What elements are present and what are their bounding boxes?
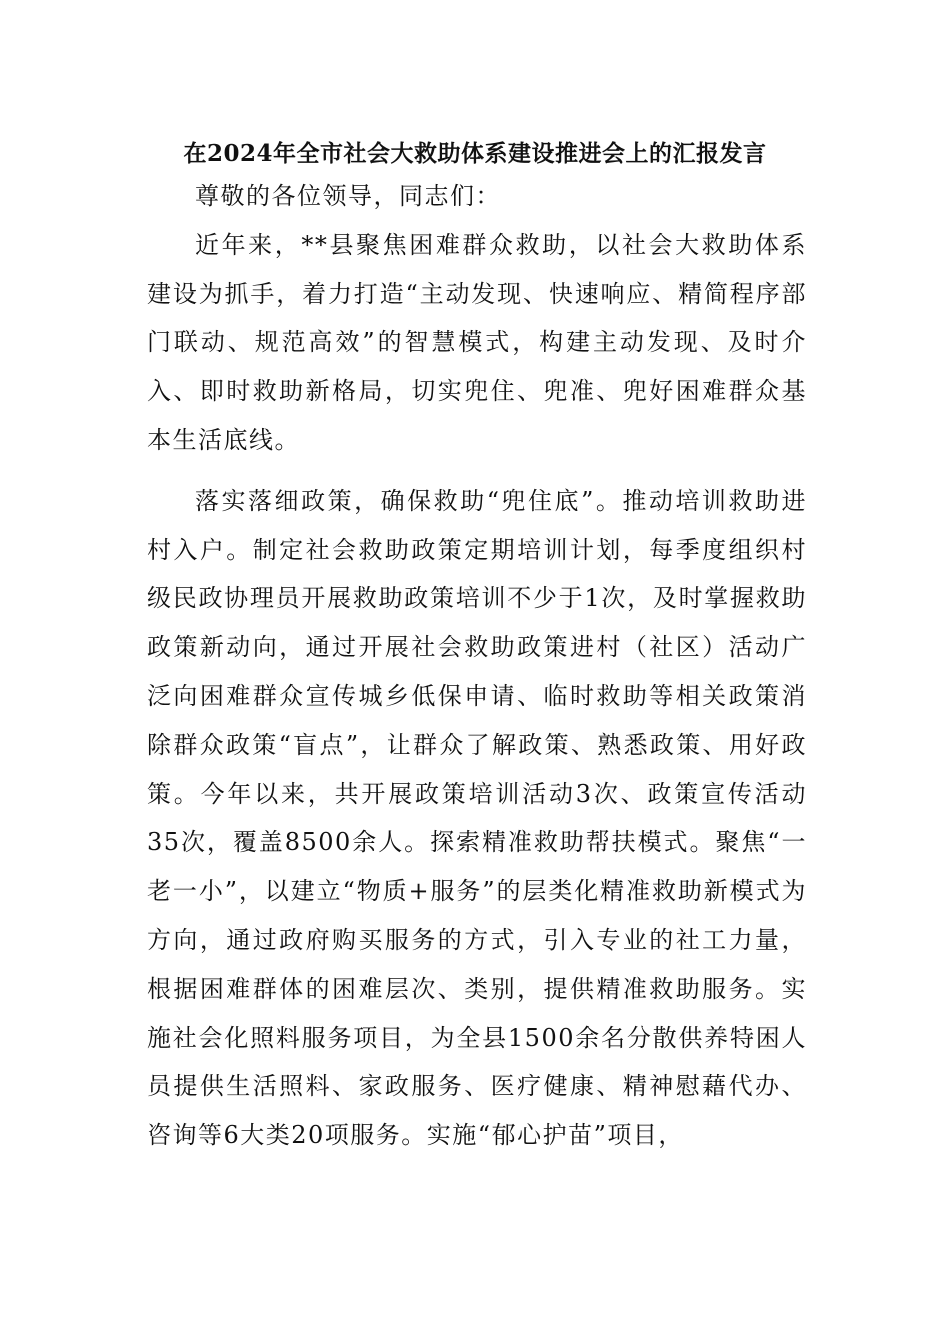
document-title: 在2024年全市社会大救助体系建设推进会上的汇报发言	[183, 140, 767, 167]
paragraph-policy: 落实落细政策，确保救助“兜住底”。推动培训救助进村入户。制定社会救助政策定期培训计划，每季度组织村级民政协理员开展救助政策培训不少于1次，及时掌握救助政策新动向，通过开展社会救助政策进村（社区）活动广泛向困难群众宣传城乡低保申请、临时救助等相关政策消除群众政策“盲点”，让群众了解政策、熟悉政策、用好政策。今年以来，共开展政策培训活动3次、政策宣传活动35次，覆盖8500余人。探索精准救助帮扶模式。聚焦“一老一小”，以建立“物质+服务”的层类化精准救助新模式为方向，通过政府购买服务的方式，引入专业的社工力量，根据困难群体的困难层次、类别，提供精准救助服务。实施社会化照料服务项目，为全县1500余名分散供养特困人员提供生活照料、家政服务、医疗健康、精神慰藉代办、咨询等6大类20项服务。实施“郁心护苗”项目，	[147, 486, 807, 1150]
salutation: 尊敬的各位领导，同志们：	[195, 182, 501, 210]
paragraph-intro: 近年来，**县聚焦困难群众救助，以社会大救助体系建设为抓手，着力打造“主动发现、快速响应、精简程序部门联动、规范高效”的智慧模式，构建主动发现、及时介入、即时救助新格局，切实兜住、兜准、兜好困难群众基本生活底线。	[147, 230, 807, 454]
document-body	[147, 172, 807, 1160]
